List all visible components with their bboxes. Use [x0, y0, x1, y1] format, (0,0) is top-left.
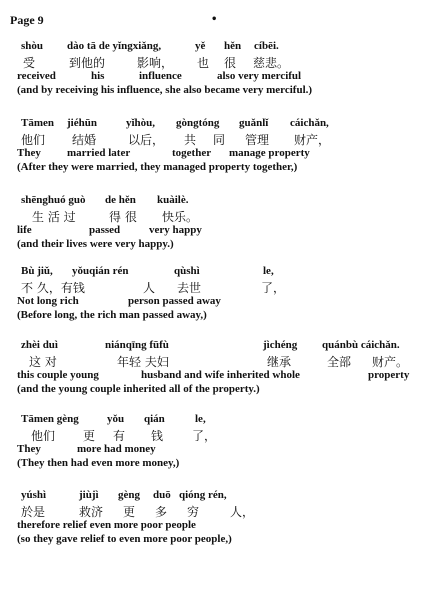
gloss-word: person passed away [128, 295, 221, 307]
pinyin-line [17, 339, 417, 353]
pinyin-line [17, 40, 417, 54]
pinyin-word: yě [195, 40, 206, 52]
english-gloss-line [17, 224, 417, 238]
chinese-word: 不 久，有钱 [21, 281, 85, 295]
page-mark: • [211, 14, 218, 25]
sentence-block [17, 339, 417, 397]
translation-line: (and by receiving his influence, she also became very merciful.) [17, 84, 313, 96]
page-number: Page 9 [10, 13, 44, 27]
sentence-block [17, 194, 417, 252]
gloss-word: therefore relief even more poor people [17, 519, 196, 531]
pinyin-word: hěn [224, 40, 242, 52]
translation-line: (and the young couple inherited all of the property.) [17, 383, 260, 395]
gloss-word: They [17, 443, 41, 455]
pinyin-line [17, 265, 417, 279]
chinese-word: 影响， [137, 56, 174, 70]
gloss-word: life [17, 224, 32, 236]
chinese-word: 生 活 过 [32, 210, 76, 224]
english-gloss-line [17, 70, 417, 84]
pinyin-word: yǒu [107, 413, 125, 425]
sentence-block [17, 40, 417, 98]
gloss-word: property [368, 369, 410, 381]
pinyin-word: gòngtóng [176, 117, 220, 129]
sentence-block [17, 265, 417, 323]
pinyin-word: qián [144, 413, 165, 425]
chinese-word: 於是 [21, 505, 46, 519]
english-gloss-line [17, 369, 417, 383]
pinyin-word: yúshì [21, 489, 47, 501]
chinese-word: 多 [155, 505, 168, 519]
pinyin-word: cíbēi. [254, 40, 279, 52]
chinese-word: 有 [113, 429, 126, 443]
pinyin-word: jiùjì [79, 489, 99, 501]
chinese-word: 穷 [187, 505, 200, 519]
pinyin-word: qùshì [174, 265, 200, 277]
pinyin-line [17, 413, 417, 427]
gloss-word: very happy [149, 224, 202, 236]
chinese-word: 了， [261, 281, 286, 295]
pinyin-line [17, 489, 417, 503]
chinese-word: 快乐。 [162, 210, 199, 224]
english-gloss-line [17, 295, 417, 309]
pinyin-line [17, 117, 417, 131]
chinese-word: 年轻 夫妇 [117, 355, 169, 369]
pinyin-word: jìchéng [263, 339, 298, 351]
chinese-word: 受 [23, 56, 36, 70]
gloss-word: influence [139, 70, 182, 82]
pinyin-word: zhèi duì [21, 339, 58, 351]
chinese-word: 更 [83, 429, 96, 443]
translation-line: (so they gave relief to even more poor people,) [17, 533, 232, 545]
pinyin-word: de hěn [105, 194, 136, 206]
pinyin-word: shòu [21, 40, 44, 52]
pinyin-line [17, 194, 417, 208]
chinese-word: 去世 [177, 281, 202, 295]
pinyin-word: cáichǎn, [290, 117, 329, 129]
pinyin-word: kuàilè. [157, 194, 189, 206]
translation-line: (They then had even more money,) [17, 457, 180, 469]
translation-line: (After they were married, they managed property together,) [17, 161, 298, 173]
gloss-word: husband and wife inherited whole [141, 369, 300, 381]
chinese-word: 管理 [245, 133, 270, 147]
pinyin-word: niánqīng fūfù [105, 339, 169, 351]
chinese-word: 很 [224, 56, 237, 70]
chinese-word: 得 很 [109, 210, 137, 224]
english-gloss-line [17, 147, 417, 161]
sentence-block [17, 413, 417, 471]
translation-line: (and their lives were very happy.) [17, 238, 174, 250]
pinyin-word: Tāmen gèng [21, 413, 79, 425]
chinese-word: 救济 [79, 505, 104, 519]
pinyin-word: shēnghuó guò [21, 194, 86, 206]
chinese-word: 他们 [31, 429, 56, 443]
chinese-line [17, 353, 417, 369]
gloss-word: together [172, 147, 212, 159]
pinyin-word: Bù jiǔ, [21, 265, 53, 277]
chinese-line [17, 427, 417, 443]
gloss-word: Not long rich [17, 295, 79, 307]
chinese-word: 同 [213, 133, 226, 147]
pinyin-word: le, [263, 265, 274, 277]
pinyin-word: qióng rén, [179, 489, 227, 501]
chinese-word: 全部 [327, 355, 352, 369]
pinyin-word: yǐhòu, [126, 117, 156, 129]
pinyin-word: dào tā de yǐngxiǎng, [67, 40, 162, 52]
pinyin-word: guǎnlǐ [239, 117, 269, 129]
chinese-word: 这 对 [29, 355, 57, 369]
pinyin-word: yǒuqián rén [72, 265, 129, 277]
chinese-line [17, 208, 417, 224]
pinyin-word: gèng [118, 489, 140, 501]
sentence-block [17, 489, 417, 547]
chinese-word: 以后， [128, 133, 165, 147]
chinese-word: 了， [192, 429, 217, 443]
gloss-word: more had money [77, 443, 156, 455]
gloss-word: They [17, 147, 41, 159]
chinese-word: 结婚 [72, 133, 97, 147]
chinese-line [17, 54, 417, 70]
pinyin-word: le, [195, 413, 206, 425]
chinese-line [17, 503, 417, 519]
chinese-word: 人 [143, 281, 156, 295]
chinese-word: 钱 [151, 429, 164, 443]
pinyin-word: duō [153, 489, 171, 501]
pinyin-word: Tāmen [21, 117, 54, 129]
translation-line: (Before long, the rich man passed away,) [17, 309, 207, 321]
sentence-block [17, 117, 417, 175]
gloss-word: received [17, 70, 56, 82]
chinese-word: 到他的 [69, 56, 106, 70]
chinese-word: 继承 [267, 355, 292, 369]
gloss-word: this couple young [17, 369, 99, 381]
gloss-word: his [91, 70, 105, 82]
chinese-word: 更 [123, 505, 136, 519]
gloss-word: manage property [229, 147, 310, 159]
chinese-line [17, 279, 417, 295]
gloss-word: also very merciful [217, 70, 302, 82]
chinese-word: 人， [230, 505, 255, 519]
chinese-line [17, 131, 417, 147]
chinese-word: 慈悲。 [253, 56, 290, 70]
chinese-word: 财产。 [372, 355, 409, 369]
chinese-word: 共 [184, 133, 197, 147]
pinyin-word: jiéhūn [67, 117, 97, 129]
pinyin-word: quánbù cáichǎn. [322, 339, 400, 351]
gloss-word: married later [67, 147, 131, 159]
chinese-word: 财产， [294, 133, 331, 147]
chinese-word: 也 [197, 56, 210, 70]
english-gloss-line [17, 443, 417, 457]
english-gloss-line [17, 519, 417, 533]
gloss-word: passed [89, 224, 121, 236]
chinese-word: 他们 [21, 133, 46, 147]
